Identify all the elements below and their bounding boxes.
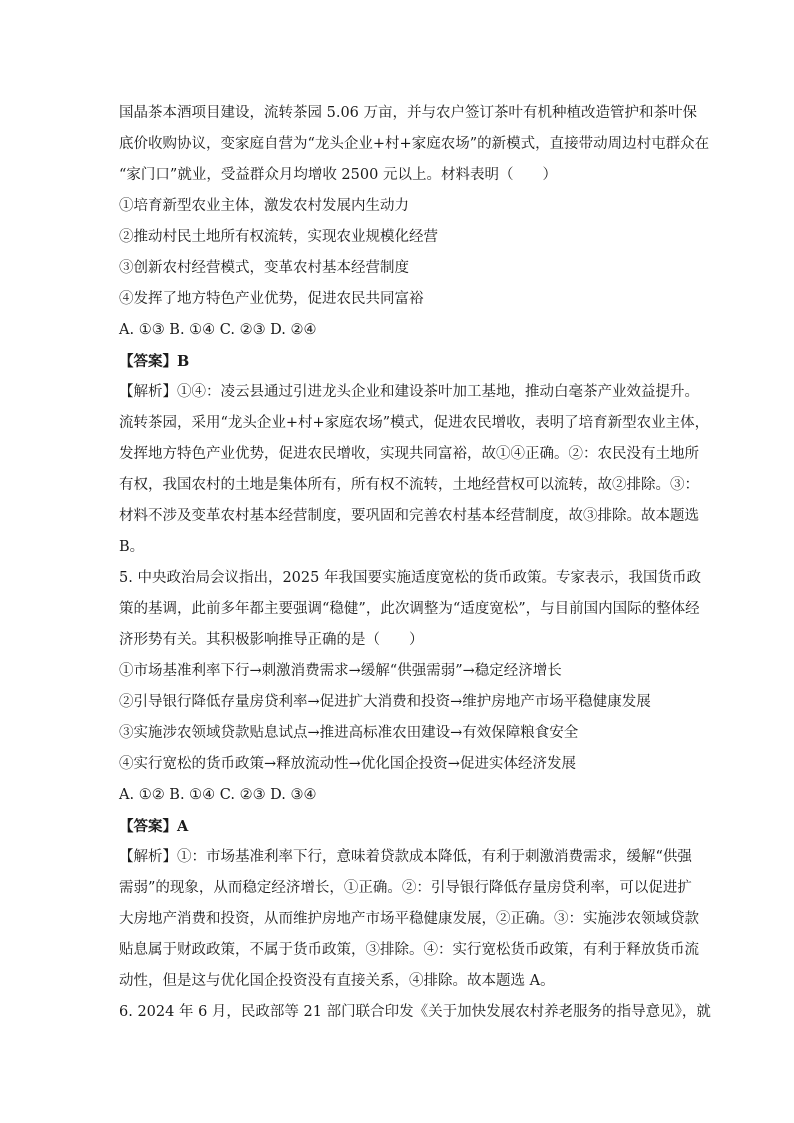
option-statement: ①市场基准利率下行→刺激消费需求→缓解“供强需弱”→稳定经济增长 bbox=[119, 663, 562, 679]
analysis-line: 需弱”的现象，从而稳定经济增长，①正确。②：引导银行降低存量房贷利率，可以促进扩 bbox=[119, 880, 692, 896]
option-statement: ③创新农村经营模式，变革农村基本经营制度 bbox=[119, 260, 409, 276]
option-statement: ①培育新型农业主体，激发农村发展内生动力 bbox=[119, 198, 409, 214]
text-line: 底价收购协议，变家庭自营为“龙头企业+村+家庭农场”的新模式，直接带动周边村屯群众在 bbox=[119, 136, 710, 152]
question-line: 5. 中央政治局会议指出，2025 年我国要实施适度宽松的货币政策。专家表示，我国货币政 bbox=[119, 570, 701, 586]
analysis-line: B。 bbox=[119, 539, 145, 555]
question-line: 6. 2024 年 6 月，民政部等 21 部门联合印发《关于加快发展农村养老服务的指导意见》，就 bbox=[119, 1004, 711, 1020]
document-page bbox=[119, 98, 711, 1028]
option-statement: ②引导银行降低存量房贷利率→促进扩大消费和投资→维护房地产市场平稳健康发展 bbox=[119, 694, 651, 710]
option-statement: ④实行宽松的货币政策→释放流动性→优化国企投资→促进实体经济发展 bbox=[119, 756, 576, 772]
text-line: “家门口”就业，受益群众月均增收 2500 元以上。材料表明（ ） bbox=[119, 167, 557, 183]
option-statement: ②推动村民土地所有权流转，实现农业规模化经营 bbox=[119, 229, 438, 245]
question-line: 策的基调，此前多年都主要强调“稳健”，此次调整为“适度宽松”，与目前国内国际的整体经 bbox=[119, 601, 700, 617]
option-statement: ④发挥了地方特色产业优势，促进农民共同富裕 bbox=[119, 291, 424, 307]
analysis-line: 大房地产消费和投资，从而维护房地产市场平稳健康发展，②正确。③：实施涉农领域贷款 bbox=[119, 911, 699, 927]
analysis-line: 发挥地方特色产业优势，促进农民增收，实现共同富裕，故①④正确。②：农民没有土地所 bbox=[119, 446, 699, 462]
analysis-line: 材料不涉及变革农村基本经营制度，要巩固和完善农村基本经营制度，故③排除。故本题选 bbox=[119, 508, 699, 524]
analysis-line: 动性，但是这与优化国企投资没有直接关系，④排除。故本题选 A。 bbox=[119, 973, 555, 989]
analysis-line: 【解析】①：市场基准利率下行，意味着贷款成本降低，有利于刺激消费需求，缓解“供强 bbox=[119, 849, 692, 865]
answer-choices: A. ①② B. ①④ C. ②③ D. ③④ bbox=[119, 787, 317, 803]
option-statement: ③实施涉农领域贷款贴息试点→推进高标准农田建设→有效保障粮食安全 bbox=[119, 725, 579, 741]
answer-choices: A. ①③ B. ①④ C. ②③ D. ②④ bbox=[119, 322, 317, 338]
analysis-line: 【解析】①④：凌云县通过引进龙头企业和建设茶叶加工基地，推动白毫茶产业效益提升。 bbox=[119, 384, 699, 400]
analysis-line: 流转茶园，采用“龙头企业+村+家庭农场”模式，促进农民增收，表明了培育新型农业主体， bbox=[119, 415, 710, 431]
answer-line: 【答案】B bbox=[119, 353, 190, 370]
text-line: 国晶茶本酒项目建设，流转茶园 5.06 万亩，并与农户签订茶叶有机种植改造管护和茶叶保 bbox=[119, 105, 697, 121]
answer-line: 【答案】A bbox=[119, 818, 189, 835]
question-line: 济形势有关。其积极影响推导正确的是（ ） bbox=[119, 632, 424, 648]
analysis-line: 有权，我国农村的土地是集体所有，所有权不流转，土地经营权可以流转，故②排除。③： bbox=[119, 477, 699, 493]
analysis-line: 贴息属于财政政策，不属于货币政策，③排除。④：实行宽松货币政策，有利于释放货币流 bbox=[119, 942, 699, 958]
